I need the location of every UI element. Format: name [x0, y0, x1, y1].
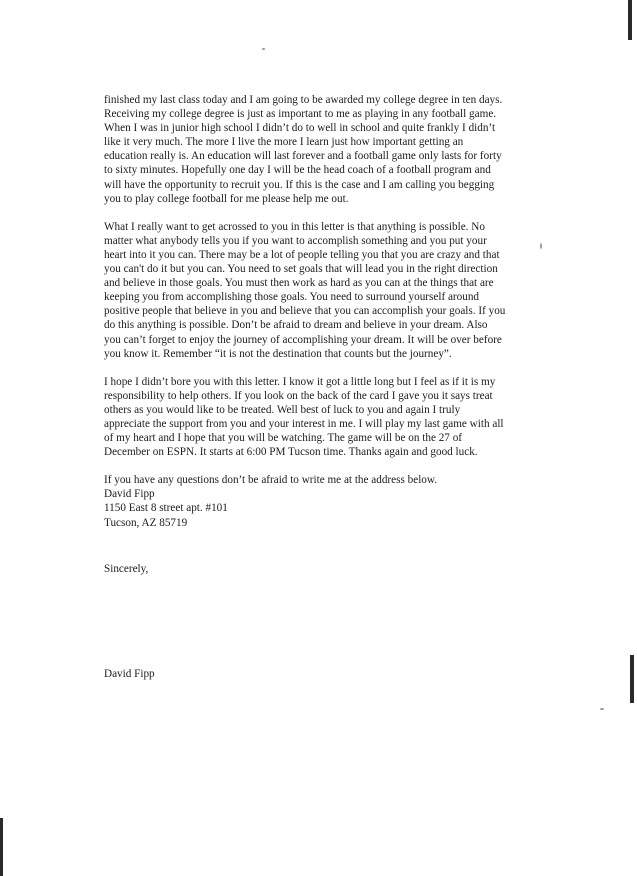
closing: Sincerely,: [104, 562, 149, 575]
contact-block: [104, 473, 544, 529]
signature-name: David Fipp: [104, 668, 155, 680]
letter-body: [104, 93, 544, 576]
contact-street: 1150 East 8 street apt. #101: [104, 502, 228, 515]
contact-city: Tucson, AZ 85719: [104, 516, 188, 529]
scan-speck: [540, 243, 542, 249]
scan-speck: [262, 48, 265, 50]
scan-speck: [600, 708, 604, 710]
paragraph-1: finished my last class today and I am going to be awarded my college degree in ten days. Receiving my college degree is just as important to me as playing in any football game. When I was in junior high school I didn’t do to well in school and quite frankly I didn’t like it very much. The more I live the more I learn just how important getting an education really is. An education will last forever and a football game only lasts for forty to sixty minutes. Hopefully one day I will be the head coach of a football program and will have the opportunity to recruit you. If this is the case and I am calling you begging you to play college football for me please help me out.: [104, 94, 503, 205]
scan-edge-mark-left: [0, 818, 3, 876]
contact-intro: If you have any questions don’t be afraid to write me at the address below.: [104, 474, 438, 487]
paragraph-2: What I really want to get acrossed to you in this letter is that anything is possible. No matter what anybody tells you if you want to accomplish something and you put your heart into it you can. There may be a lot of people telling you that you are crazy and that you can't do it but you can. You need to set goals that will lead you in the right direction and believe in those goals. You must then work as hard as you can at the things that are keeping you from accomplishing those goals. You need to surround yourself around positive people that believe in you and believe that you can accomplish your goals. If you do this anything is possible. Don’t be afraid to dream and believe in your dream. Also you can’t forget to enjoy the journey of accomplishing your dream. It will be over before you know it. Remember “it is not the destination that counts but the journey”.: [104, 220, 506, 360]
contact-name: David Fipp: [104, 488, 155, 501]
scan-edge-mark-right: [630, 655, 634, 703]
scan-edge-mark-top: [628, 0, 632, 40]
paragraph-3: I hope I didn’t bore you with this letter. I know it got a little long but I feel as if it is my responsibility to help others. If you look on the back of the card I gave you it says treat others as you would like to be treated. Well best of luck to you and again I truly appreciate the support from you and your interest in me. I will play my last game with all of my heart and I hope that you will be watching. The game will be on the 27 of December on ESPN. It starts at 6:00 PM Tucson time. Thanks again and good luck.: [104, 375, 504, 459]
